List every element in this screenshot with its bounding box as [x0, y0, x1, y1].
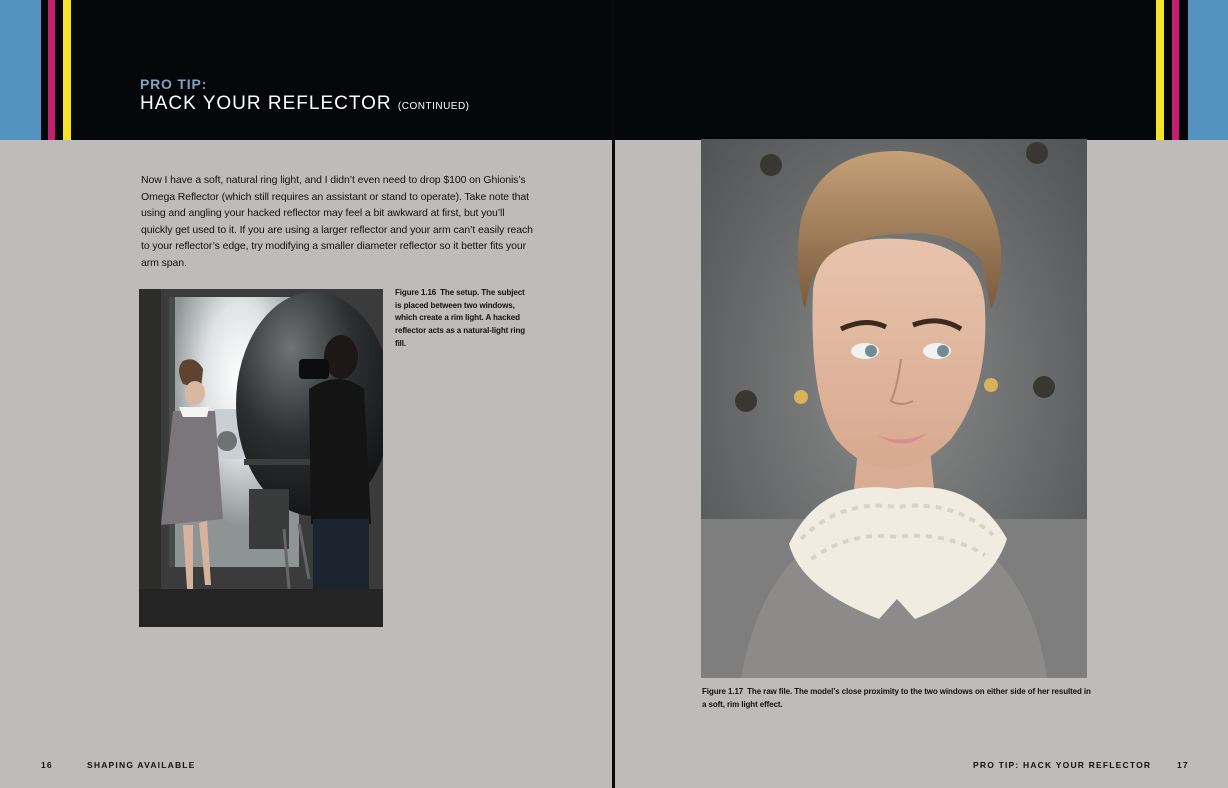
header-band	[0, 0, 612, 140]
color-stripe-blue-right	[1188, 0, 1228, 140]
figure-label: Figure 1.17	[702, 687, 744, 696]
page-number-left: 16	[41, 760, 53, 770]
right-page	[615, 0, 1228, 788]
figure-caption-1-16	[395, 287, 529, 351]
portrait-photo	[701, 139, 1087, 678]
figure-caption-1-17	[702, 686, 1094, 711]
setup-photo	[139, 289, 383, 627]
running-head-left: SHAPING AVAILABLE	[87, 760, 196, 770]
setup-photo-illustration	[139, 289, 383, 627]
color-stripe-yellow	[63, 0, 71, 140]
left-page	[0, 0, 612, 788]
figure-caption-text: The setup. The subject is placed between two windows, which create a rim light. A hacked reflector acts as a natural-light ring fill.	[395, 288, 526, 348]
color-stripe-blue	[0, 0, 41, 140]
page-number-right: 17	[1177, 760, 1189, 770]
color-stripe-black	[41, 0, 48, 140]
figure-caption-text: The raw file. The model’s close proximity to the two windows on either side of her resulted in a soft, rim light effect.	[702, 687, 1091, 709]
figure-label: Figure 1.16	[395, 288, 437, 297]
section-title	[140, 93, 470, 115]
body-paragraph: Now I have a soft, natural ring light, and I didn’t even need to drop $100 on Ghionis’s Omega Reflector (which still requires an assistant or stand to operate). Take note that using and angling your hacked reflector may feel a bit awkward at first, but you’ll quickly get used to it. If you are using a larger reflector and your arm can’t easily reach to your reflector’s edge, try modifying a smaller diameter reflector so it better fits your arm span.	[141, 174, 533, 269]
running-head-right: PRO TIP: HACK YOUR REFLECTOR	[973, 760, 1152, 770]
color-stripe-black-right	[1164, 0, 1172, 140]
portrait-illustration	[701, 139, 1087, 678]
color-stripe-black-right-2	[1179, 0, 1188, 140]
section-eyebrow: PRO TIP:	[140, 76, 208, 92]
continued-label: (CONTINUED)	[397, 101, 470, 112]
color-stripe-magenta	[48, 0, 55, 140]
color-stripe-yellow-right	[1156, 0, 1164, 140]
header-band-right	[615, 0, 1228, 140]
color-stripe-black-2	[55, 0, 63, 140]
color-stripe-magenta-right	[1172, 0, 1179, 140]
section-title-text: HACK YOUR REFLECTOR	[140, 93, 392, 114]
